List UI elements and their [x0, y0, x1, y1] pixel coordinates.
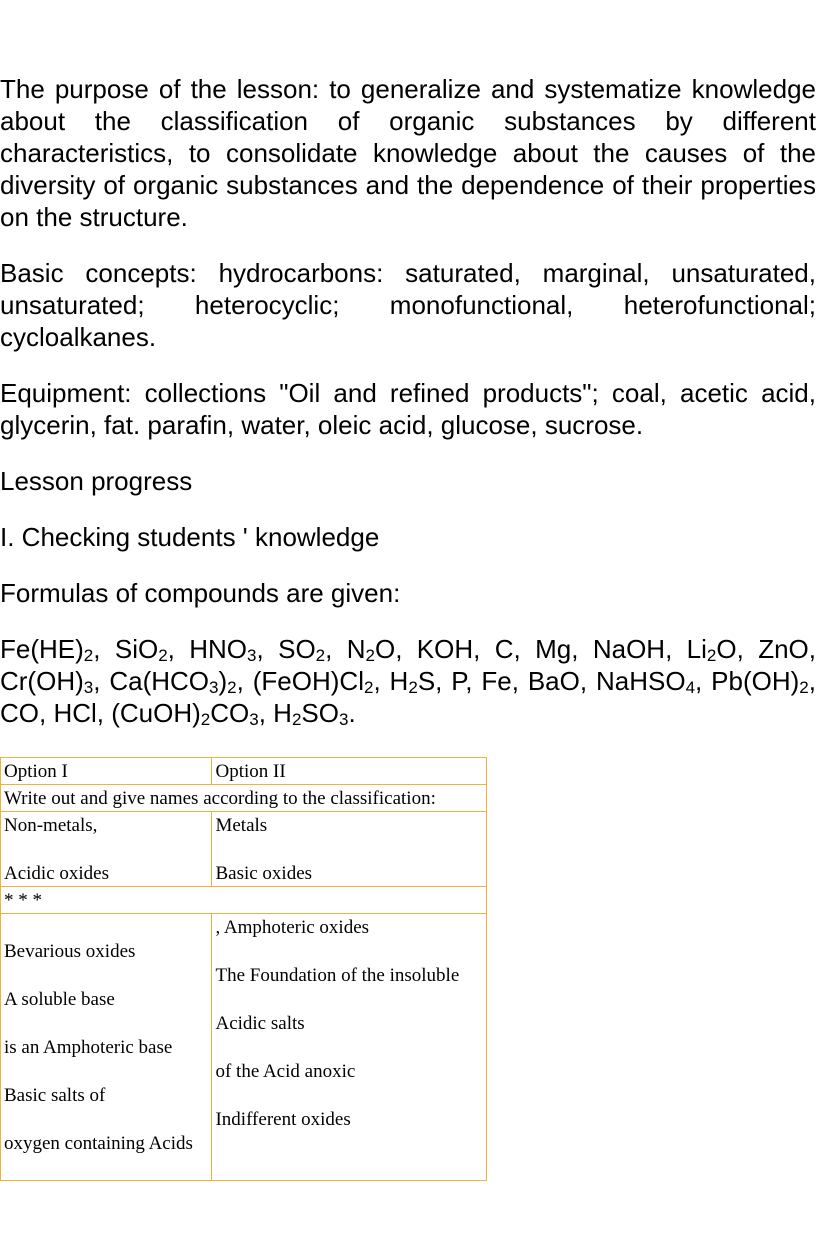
list-item: of the Acid anoxic	[215, 1061, 356, 1082]
list-item: Basic oxides	[215, 863, 313, 884]
list-item: Non-metals,	[4, 815, 98, 836]
list-item: Bevarious oxides	[4, 941, 136, 962]
option-1-cell-b	[1, 914, 212, 1181]
option-1-header: Option I	[1, 758, 212, 785]
option-2-header: Option II	[212, 758, 487, 785]
list-item: Metals	[215, 815, 268, 836]
list-item: Acidic salts	[215, 1013, 305, 1034]
options-table	[0, 757, 487, 1181]
instruction-row	[1, 785, 487, 812]
stars-cell: * * *	[1, 887, 487, 914]
separator-row	[1, 887, 487, 914]
formulas-intro: Formulas of compounds are given:	[0, 578, 401, 608]
document-body	[0, 73, 816, 753]
table-row	[1, 812, 487, 887]
list-item: A soluble base	[4, 989, 115, 1010]
lesson-progress-heading: Lesson progress	[0, 466, 193, 496]
checking-knowledge-heading: I. Checking students ' knowledge	[0, 522, 380, 552]
lesson-purpose: The purpose of the lesson: to generalize and systematize knowledge about the classification of organic substances by different characteristics, to consolidate knowledge about the causes of the diversity of organic substances and the dependence of their properties on the structure.	[0, 74, 816, 232]
list-item: oxygen containing Acids	[4, 1133, 193, 1154]
option-2-cell-b	[212, 914, 487, 1181]
option-1-cell-a	[1, 812, 212, 887]
list-item: The Foundation of the insoluble	[215, 965, 460, 986]
list-item: Basic salts of	[4, 1085, 106, 1106]
option-2-cell-a	[212, 812, 487, 887]
table-row	[1, 914, 487, 1181]
instruction-cell: Write out and give names according to the classification:	[1, 785, 487, 812]
list-item: , Amphoteric oxides	[215, 917, 370, 938]
list-item: is an Amphoteric base	[4, 1037, 173, 1058]
equipment: Equipment: collections "Oil and refined products"; coal, acetic acid, glycerin, fat. parafin, water, oleic acid, glucose, sucrose.	[0, 378, 816, 440]
basic-concepts: Basic concepts: hydrocarbons: saturated, marginal, unsaturated, unsaturated; heterocyclic; monofunctional, heterofunctional; cycloalkanes.	[0, 258, 816, 352]
formulas-list: $Fe(HE)_2$, SiO$_2$, $HNO_3$, $SO_2$, $N_2O$, KOH, C, Mg, NaOH, $Li_2O$, ZnO, $Cr(OH)_3$, $Ca(HCO_3)_2$, $(FeOH)Cl_2$, $H_2S$, P, Fe, BaO, NaHSO$_4$, $Pb(OH)_2$, CO, HCl, $(CuOH)_2CO_3$, $H_2SO_3$.	[0, 634, 816, 729]
table-header-row	[1, 758, 487, 785]
list-item: Indifferent oxides	[215, 1109, 351, 1130]
list-item: Acidic oxides	[4, 863, 110, 884]
